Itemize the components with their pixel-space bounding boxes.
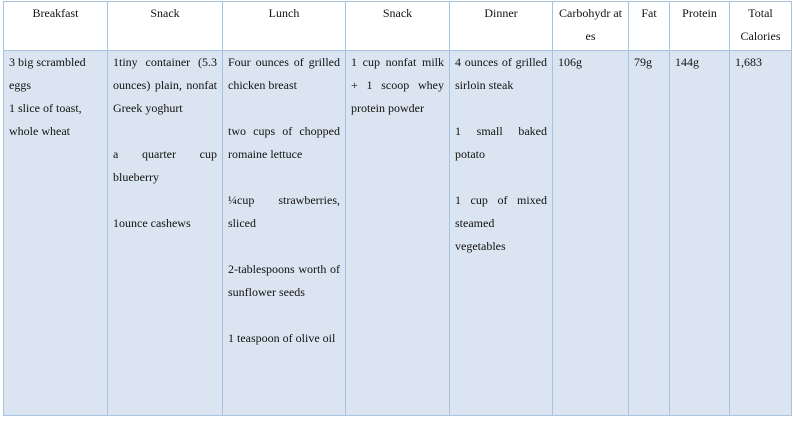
snack-1-item: 1tiny container (5.3 ounces) plain, nonfat Greek yoghurt <box>113 55 217 115</box>
lunch-item: two cups of chopped romaine lettuce <box>228 124 340 161</box>
cell-fat: 79g <box>629 51 670 416</box>
lunch-item: 2-tablespoons worth of sunflower seeds <box>228 262 340 299</box>
header-protein: Protein <box>670 2 730 51</box>
header-lunch: Lunch <box>223 2 346 51</box>
cell-snack-2 <box>346 51 450 416</box>
cell-total-calories: 1,683 <box>730 51 792 416</box>
cell-protein: 144g <box>670 51 730 416</box>
header-carbohydrates: Carbohydr ates <box>553 2 629 51</box>
lunch-item: Four ounces of grilled chicken breast <box>228 55 340 92</box>
snack-2-item: 1 cup nonfat milk + 1 scoop whey protein powder <box>351 55 444 115</box>
dinner-item: 1 small baked potato <box>455 124 547 161</box>
header-total-calories: Total Calories <box>730 2 792 51</box>
header-dinner: Dinner <box>450 2 553 51</box>
meal-plan-table <box>3 1 792 416</box>
cell-breakfast <box>4 51 108 416</box>
cell-carbohydrates: 106g <box>553 51 629 416</box>
cell-lunch <box>223 51 346 416</box>
table-row <box>4 51 792 416</box>
header-fat: Fat <box>629 2 670 51</box>
snack-1-item: 1ounce cashews <box>113 216 191 230</box>
header-snack-2: Snack <box>346 2 450 51</box>
snack-1-item: a quarter cup blueberry <box>113 147 217 184</box>
cell-dinner <box>450 51 553 416</box>
lunch-item: ¼cup strawberries, sliced <box>228 193 340 230</box>
dinner-item: 4 ounces of grilled sirloin steak <box>455 55 547 92</box>
breakfast-item: 3 big scrambled eggs <box>9 55 86 92</box>
header-breakfast: Breakfast <box>4 2 108 51</box>
cell-snack-1 <box>108 51 223 416</box>
dinner-item: 1 cup of mixed steamed vegetables <box>455 193 547 253</box>
header-snack-1: Snack <box>108 2 223 51</box>
breakfast-item: 1 slice of toast, whole wheat <box>9 101 82 138</box>
lunch-item: 1 teaspoon of olive oil <box>228 331 336 345</box>
header-row <box>4 2 792 51</box>
meal-plan-table-container <box>3 1 792 416</box>
